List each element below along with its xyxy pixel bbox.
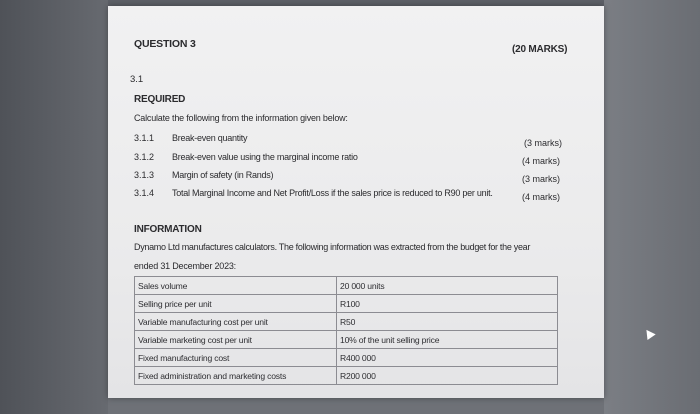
information-heading: INFORMATION [134,224,202,235]
table-value-cell: R200 000 [337,367,558,385]
budget-information-table [134,276,558,385]
question-title: QUESTION 3 [134,38,196,50]
information-line-1: Dynamo Ltd manufactures calculators. The following information was extracted from the budget for the year [134,242,531,252]
background-bottom [108,398,604,414]
table-row [135,367,558,385]
background-left [0,0,108,414]
table-value-cell: R100 [337,295,558,313]
item-text: Break-even quantity [172,133,248,143]
table-label-cell: Sales volume [135,277,337,295]
table-label-cell: Selling price per unit [135,295,337,313]
item-number: 3.1.2 [134,152,155,162]
item-marks: (3 marks) [524,138,562,148]
item-text: Margin of safety (in Rands) [172,170,274,180]
item-marks: (4 marks) [522,156,560,166]
item-number: 3.1.4 [134,188,155,198]
table-label-cell: Fixed administration and marketing costs [135,367,337,385]
table-row [135,349,558,367]
item-text: Total Marginal Income and Net Profit/Loss if the sales price is reduced to R90 per unit. [172,188,493,198]
table-label-cell: Variable manufacturing cost per unit [135,313,337,331]
background-right [604,0,700,414]
item-number: 3.1.3 [134,170,155,180]
table-value-cell: R400 000 [337,349,558,367]
table-label-cell: Variable marketing cost per unit [135,331,337,349]
required-heading: REQUIRED [134,94,186,105]
item-number: 3.1.1 [134,133,155,143]
table-value-cell: R50 [337,313,558,331]
table-row [135,295,558,313]
document-page [108,6,604,398]
table-row [135,313,558,331]
table-row [135,277,558,295]
table-row [135,331,558,349]
section-number: 3.1 [130,74,144,85]
item-marks: (4 marks) [522,192,560,202]
table-label-cell: Fixed manufacturing cost [135,349,337,367]
information-line-2: ended 31 December 2023: [134,261,236,271]
question-total-marks: (20 MARKS) [512,44,568,55]
item-text: Break-even value using the marginal income ratio [172,152,358,162]
item-marks: (3 marks) [522,174,560,184]
table-value-cell: 10% of the unit selling price [337,331,558,349]
instruction-text: Calculate the following from the information given below: [134,113,348,123]
table-value-cell: 20 000 units [337,277,558,295]
